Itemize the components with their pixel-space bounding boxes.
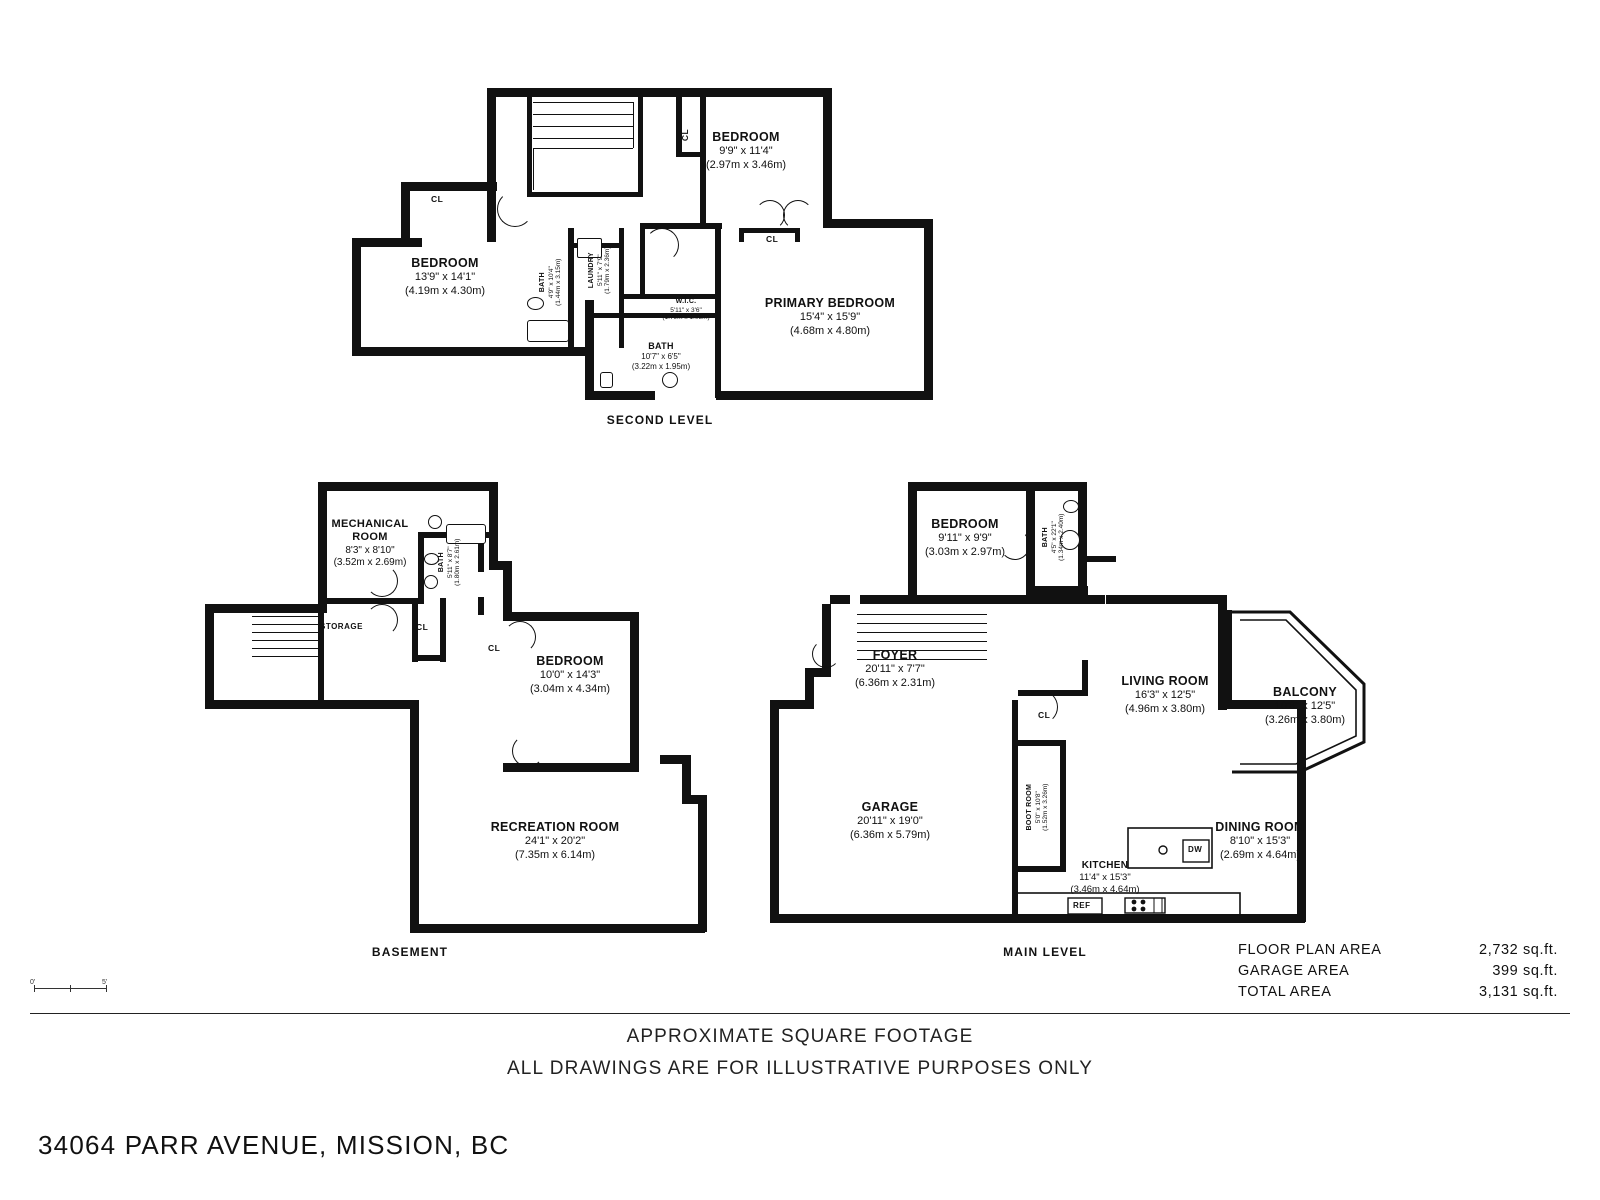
area-value: 2,732 sq.ft.: [1479, 942, 1558, 958]
wall: [487, 182, 496, 242]
room-label-recreation-room: RECREATION ROOM 24'1" x 20'2" (7.35m x 6.14m): [490, 820, 620, 861]
wall: [318, 482, 498, 491]
wall: [527, 97, 532, 197]
room-label-living-room: LIVING ROOM 16'3" x 12'5" (4.96m x 3.80m): [1121, 674, 1209, 715]
wall: [410, 924, 705, 933]
wall: [640, 223, 722, 229]
room-label-bedroom-main: BEDROOM 9'11" x 9'9" (3.03m x 2.97m): [924, 517, 1006, 558]
scale-start-label: 0': [30, 979, 36, 986]
wall: [795, 228, 800, 242]
wall: [352, 347, 592, 356]
wall: [660, 755, 690, 764]
wall: [585, 391, 655, 400]
room-label-boot-room: BOOT ROOM 5'0" x 10'8" (1.52m x 3.26m): [1025, 783, 1050, 831]
wall: [401, 182, 497, 191]
wall: [1026, 482, 1086, 491]
level-title-main: MAIN LEVEL: [1003, 945, 1087, 959]
closet-label: CL: [431, 194, 444, 204]
level-title-second: SECOND LEVEL: [606, 413, 714, 427]
wall: [830, 595, 850, 604]
area-label: TOTAL AREA: [1238, 984, 1332, 1000]
wall: [638, 97, 643, 197]
wall: [205, 604, 214, 708]
wall: [1015, 914, 1305, 923]
closet-label: CL: [1038, 710, 1051, 720]
wall: [739, 228, 744, 242]
room-label-balcony: BALCONY 10'8" x 12'5" (3.26m x 3.80m): [1264, 685, 1346, 726]
wall: [487, 88, 832, 97]
toilet-fixture: [424, 575, 438, 589]
room-label-foyer: FOYER 20'11" x 7'7" (6.36m x 2.31m): [854, 648, 936, 689]
wall: [352, 238, 361, 356]
room-label-garage: GARAGE 20'11" x 19'0" (6.36m x 5.79m): [849, 800, 931, 841]
wall: [527, 192, 643, 197]
storage-label: STORAGE: [320, 622, 363, 631]
staircase: [533, 102, 633, 190]
area-row: [1238, 963, 1558, 979]
wall: [1060, 740, 1066, 870]
door-swing: [366, 565, 398, 597]
wall: [410, 700, 419, 932]
wall: [503, 612, 639, 621]
dishwasher-label: DW: [1188, 845, 1203, 854]
room-label-kitchen: KITCHEN 11'4" x 15'3" (3.46m x 4.64m): [1070, 860, 1140, 895]
wall: [1086, 556, 1116, 562]
room-label-dining-room: DINING ROOM 8'10" x 15'3" (2.69m x 4.64m): [1215, 820, 1305, 861]
footer-disclaimer: ALL DRAWINGS ARE FOR ILLUSTRATIVE PURPOSES ONLY: [507, 1058, 1093, 1079]
area-value: 399 sq.ft.: [1492, 963, 1558, 979]
closet-label: CL: [680, 128, 691, 142]
wall: [1012, 740, 1066, 746]
closet-label: CL: [416, 622, 429, 632]
room-label-laundry-2nd: LAUNDRY 5'11" x 7'9" (1.79m x 2.36m): [587, 246, 612, 294]
area-label: GARAGE AREA: [1238, 963, 1350, 979]
wall: [352, 238, 422, 247]
door-swing: [366, 604, 398, 636]
room-label-primary-bedroom: PRIMARY BEDROOM 15'4" x 15'9" (4.68m x 4.80m): [764, 296, 896, 337]
wall: [640, 228, 645, 298]
property-address: 34064 PARR AVENUE, MISSION, BC: [38, 1130, 510, 1160]
area-row: [1238, 984, 1558, 1000]
wall: [1026, 586, 1088, 595]
room-label-bedroom-2nd: BEDROOM 9'9" x 11'4" (2.97m x 3.46m): [705, 130, 787, 171]
wall: [1297, 700, 1306, 922]
area-row: [1238, 942, 1558, 958]
wall: [318, 598, 418, 604]
door-swing: [512, 735, 544, 767]
level-title-basement: BASEMENT: [371, 945, 449, 959]
closet-label: CL: [488, 643, 501, 653]
scale-end-label: 5': [102, 979, 108, 986]
wall: [1012, 700, 1018, 915]
wall: [770, 914, 1015, 923]
room-label-bedroom-basement: BEDROOM 10'0" x 14'3" (3.04m x 4.34m): [529, 654, 611, 695]
toilet-fixture: [662, 372, 678, 388]
wall: [440, 598, 446, 662]
area-summary: [1238, 942, 1558, 1005]
wall: [823, 219, 933, 228]
room-label-bath-main: BATH 4'5" x 22'1" (1.34m x 2.40m): [1041, 513, 1066, 561]
wall: [478, 597, 484, 615]
staircase: [252, 616, 324, 660]
room-label-mechanical-room: MECHANICAL ROOM 8'3" x 8'10" (3.52m x 2.69m): [331, 518, 409, 568]
wall: [489, 482, 498, 570]
wall: [716, 391, 933, 400]
wall: [770, 700, 779, 922]
room-label-bedroom-2nd-b: BEDROOM 13'9" x 14'1" (4.19m x 4.30m): [404, 256, 486, 297]
area-label: FLOOR PLAN AREA: [1238, 942, 1382, 958]
door-swing: [783, 200, 813, 230]
wall: [619, 228, 624, 348]
wall: [860, 595, 1105, 604]
wall: [205, 604, 327, 613]
closet-label: CL: [766, 234, 779, 244]
door-swing: [497, 191, 533, 227]
room-label-bath-basement: BATH 5'11" x 8'7" (1.80m x 2.61m): [437, 538, 462, 586]
scale-bar: [30, 979, 110, 1001]
divider: [30, 1013, 1570, 1014]
door-swing: [755, 200, 785, 230]
footer-approx-sqft: APPROXIMATE SQUARE FOOTAGE: [626, 1026, 974, 1047]
wall: [205, 700, 419, 709]
wall: [698, 795, 707, 932]
wall: [1106, 595, 1226, 604]
room-label-wic-2nd: W.I.C. 5'11" x 3'6" (1.79m x 1.05m): [662, 298, 710, 322]
room-label-bath-2nd: BATH 10'7" x 6'5" (3.22m x 1.95m): [631, 341, 691, 371]
toilet-fixture: [600, 372, 613, 388]
room-label-bath-2nd-b: BATH 4'9" x 10'4" (1.44m x 3.15m): [538, 258, 563, 306]
refrigerator-label: REF: [1073, 901, 1091, 910]
door-swing: [504, 621, 536, 653]
area-value: 3,131 sq.ft.: [1479, 984, 1558, 1000]
wall: [401, 182, 410, 242]
door-swing: [645, 228, 679, 262]
